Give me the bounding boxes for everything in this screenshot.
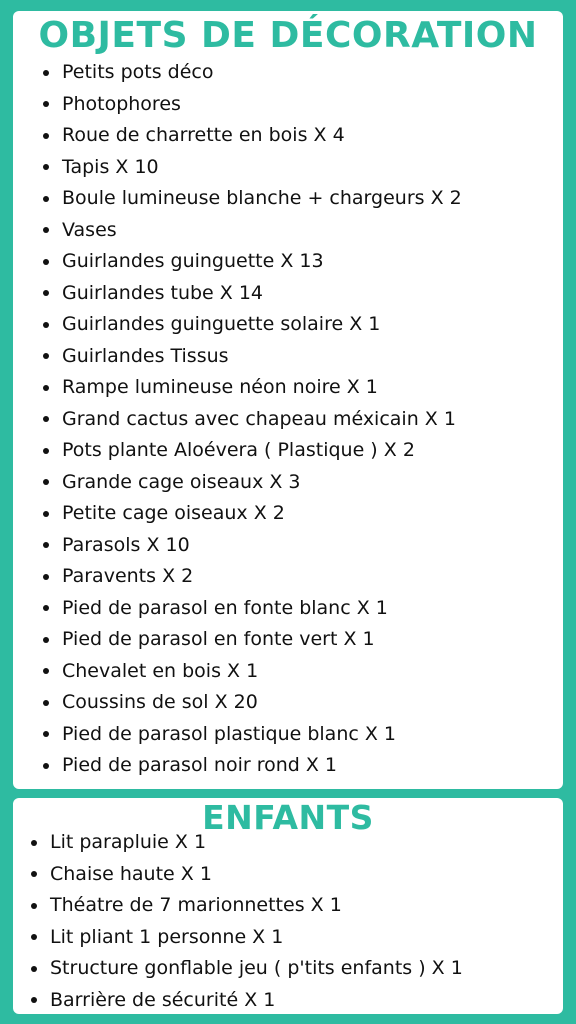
list-item	[31, 859, 463, 891]
list-item	[43, 593, 462, 625]
list-item-label: Lit parapluie X 1	[50, 831, 207, 853]
list-item	[43, 404, 462, 436]
list-item	[43, 498, 462, 530]
bullet-icon	[43, 353, 49, 359]
bullet-icon	[43, 574, 49, 580]
list-item-label: Guirlandes Tissus	[62, 344, 229, 367]
bullet-icon	[43, 259, 49, 265]
bullet-icon	[43, 416, 49, 422]
bullet-icon	[43, 479, 49, 485]
bullet-icon	[43, 70, 49, 76]
list-item-label: Guirlandes tube X 14	[62, 281, 264, 304]
list-item	[43, 656, 462, 688]
list-item	[43, 341, 462, 373]
bullet-icon	[43, 290, 49, 296]
list-item	[31, 985, 463, 1017]
list-item-label: Structure gonflable jeu ( p'tits enfants ) X 1	[50, 957, 463, 979]
list-item-label: Guirlandes guinguette X 13	[62, 250, 324, 272]
list-item	[31, 890, 463, 922]
list-item	[43, 719, 462, 751]
bullet-icon	[31, 997, 37, 1003]
enfants-card	[13, 798, 563, 1014]
list-item-label: Chevalet en bois X 1	[62, 659, 259, 682]
list-item-label: Pied de parasol en fonte vert X 1	[62, 628, 375, 650]
list-item-label: Pied de parasol en fonte blanc X 1	[62, 596, 388, 619]
list-item	[43, 215, 462, 247]
list-item-label: Chaise haute X 1	[50, 862, 212, 885]
bullet-icon	[31, 903, 37, 909]
list-item	[43, 57, 462, 89]
bullet-icon	[43, 227, 49, 233]
list-item	[43, 89, 462, 121]
list-item-label: Paravents X 2	[62, 565, 194, 587]
list-item	[43, 152, 462, 184]
list-item-label: Rampe lumineuse néon noire X 1	[62, 376, 378, 398]
bullet-icon	[43, 605, 49, 611]
list-item-label: Coussins de sol X 20	[62, 691, 258, 713]
list-item	[43, 120, 462, 152]
list-item	[43, 372, 462, 404]
bullet-icon	[43, 668, 49, 674]
list-item	[43, 435, 462, 467]
bullet-icon	[43, 731, 49, 737]
bullet-icon	[31, 966, 37, 972]
list-item	[43, 687, 462, 719]
list-item	[43, 246, 462, 278]
list-item	[31, 827, 463, 859]
bullet-icon	[43, 164, 49, 170]
bullet-icon	[43, 385, 49, 391]
list-item	[43, 561, 462, 593]
list-item-label: Lit pliant 1 personne X 1	[50, 925, 284, 948]
enfants-title: ENFANTS	[202, 798, 374, 837]
list-item-label: Tapis X 10	[62, 155, 159, 178]
bullet-icon	[43, 133, 49, 139]
list-item-label: Pied de parasol noir rond X 1	[62, 754, 337, 776]
list-item-label: Petits pots déco	[62, 61, 214, 83]
list-item-label: Vases	[62, 218, 117, 241]
list-item-label: Photophores	[62, 92, 181, 115]
list-item	[43, 530, 462, 562]
list-item	[43, 467, 462, 499]
bullet-icon	[43, 448, 49, 454]
list-item-label: Barrière de sécurité X 1	[50, 988, 276, 1011]
bullet-icon	[43, 637, 49, 643]
bullet-icon	[31, 934, 37, 940]
list-item	[43, 309, 462, 341]
list-item	[43, 624, 462, 656]
bullet-icon	[43, 101, 49, 107]
list-item-label: Grand cactus avec chapeau méxicain X 1	[62, 407, 456, 430]
bullet-icon	[43, 700, 49, 706]
list-item	[31, 922, 463, 954]
list-item-label: Pots plante Aloévera ( Plastique ) X 2	[62, 439, 415, 461]
bullet-icon	[43, 196, 49, 202]
list-item	[43, 183, 462, 215]
list-item-label: Théatre de 7 marionnettes X 1	[50, 894, 342, 916]
enfants-list	[31, 827, 463, 1016]
list-item-label: Boule lumineuse blanche + chargeurs X 2	[62, 187, 462, 209]
bullet-icon	[43, 322, 49, 328]
bullet-icon	[31, 840, 37, 846]
list-item-label: Guirlandes guinguette solaire X 1	[62, 313, 381, 335]
list-item	[43, 750, 462, 782]
list-item-label: Parasols X 10	[62, 533, 190, 556]
decoration-title: OBJETS DE DÉCORATION	[38, 15, 538, 56]
bullet-icon	[43, 763, 49, 769]
decoration-list	[43, 57, 462, 782]
list-item-label: Pied de parasol plastique blanc X 1	[62, 722, 396, 745]
list-item-label: Roue de charrette en bois X 4	[62, 124, 345, 146]
bullet-icon	[43, 542, 49, 548]
list-item-label: Grande cage oiseaux X 3	[62, 470, 301, 493]
bullet-icon	[43, 511, 49, 517]
bullet-icon	[31, 871, 37, 877]
list-item	[31, 953, 463, 985]
list-item	[43, 278, 462, 310]
decoration-card	[13, 11, 563, 789]
list-item-label: Petite cage oiseaux X 2	[62, 502, 285, 524]
